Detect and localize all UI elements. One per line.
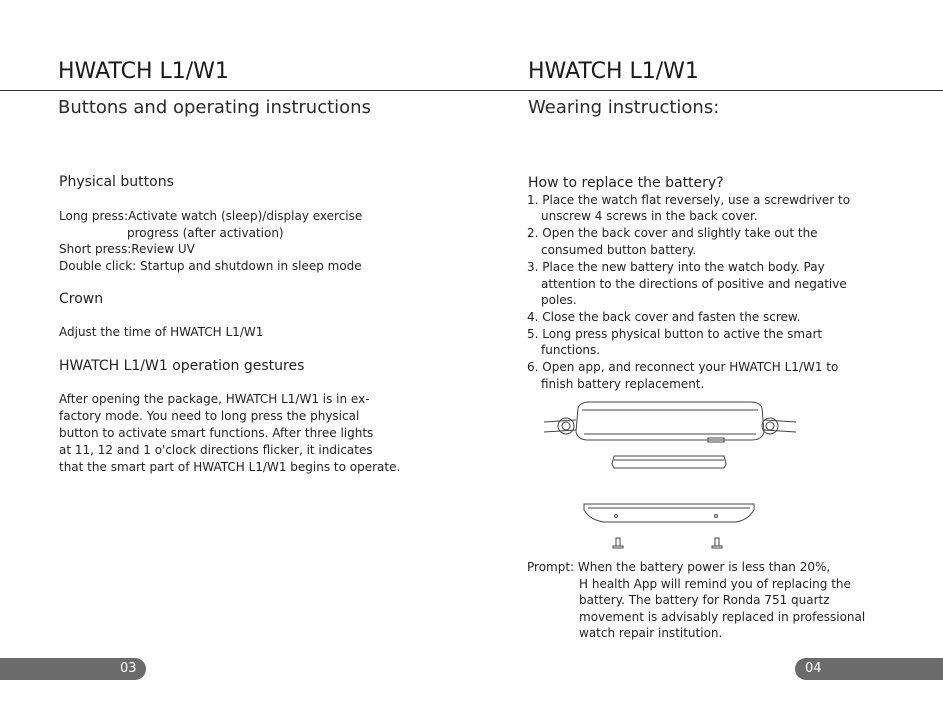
short-press-line: Short press:Review UV (59, 242, 195, 256)
right-page-number-tab (795, 658, 943, 680)
back-cover-illustration (584, 504, 754, 522)
battery-replacement-diagram (540, 398, 800, 558)
battery-step-line: finish battery replacement. (541, 377, 705, 391)
prompt-line: H health App will remind you of replacing the (579, 577, 851, 591)
prompt-line: watch repair institution. (579, 626, 723, 640)
battery-step-line: 6. Open app, and reconnect your HWATCH L1/W1 to (527, 360, 839, 374)
right-page-subtitle: Wearing instructions: (528, 97, 720, 118)
battery-step-line: 5. Long press physical button to active the smart (527, 327, 823, 341)
gestures-line: that the smart part of HWATCH L1/W1 begins to operate. (59, 460, 401, 474)
battery-step-line: unscrew 4 screws in the back cover. (541, 209, 758, 223)
right-page-number: 04 (805, 661, 822, 676)
gestures-line: button to activate smart functions. After three lights (59, 426, 374, 440)
battery-heading: How to replace the battery? (528, 175, 724, 191)
crown-heading: Crown (59, 291, 104, 307)
gestures-line: at 11, 12 and 1 o'clock directions flicker, it indicates (59, 443, 373, 457)
gestures-heading: HWATCH L1/W1 operation gestures (59, 358, 305, 374)
long-press-line-2: progress (after activation) (127, 226, 284, 240)
watch-body-illustration (544, 402, 796, 442)
left-page-subtitle: Buttons and operating instructions (58, 97, 371, 118)
prompt-line: movement is advisably replaced in professional (579, 610, 866, 624)
prompt-line-first: Prompt: When the battery power is less than 20%, (527, 560, 831, 574)
right-page-title: HWATCH L1/W1 (528, 59, 699, 84)
header-divider (0, 90, 943, 91)
screw-illustration (613, 538, 623, 548)
prompt-line: battery. The battery for Ronda 751 quartz (579, 593, 830, 607)
physical-buttons-heading: Physical buttons (59, 174, 174, 190)
battery-illustration (612, 456, 726, 468)
battery-step-line: 3. Place the new battery into the watch body. Pay (527, 260, 825, 274)
long-press-line-1: Long press:Activate watch (sleep)/display exercise (59, 209, 363, 223)
crown-text: Adjust the time of HWATCH L1/W1 (59, 325, 264, 339)
gestures-line: factory mode. You need to long press the physical (59, 409, 360, 423)
battery-step-line: 2. Open the back cover and slightly take out the (527, 226, 818, 240)
battery-step-line: consumed button battery. (541, 243, 697, 257)
battery-step-line: poles. (541, 293, 577, 307)
gestures-line: After opening the package, HWATCH L1/W1 is in ex- (59, 392, 370, 406)
battery-step-line: 1. Place the watch flat reversely, use a screwdriver to (527, 193, 851, 207)
double-click-line: Double click: Startup and shutdown in sleep mode (59, 259, 362, 273)
battery-step-line: functions. (541, 343, 601, 357)
screw-illustration (712, 538, 722, 548)
left-page-title: HWATCH L1/W1 (58, 59, 229, 84)
battery-step-line: attention to the directions of positive and negative (541, 277, 847, 291)
left-page-number: 03 (120, 661, 137, 676)
left-page-number-tab (0, 658, 146, 680)
battery-step-line: 4. Close the back cover and fasten the screw. (527, 310, 801, 324)
